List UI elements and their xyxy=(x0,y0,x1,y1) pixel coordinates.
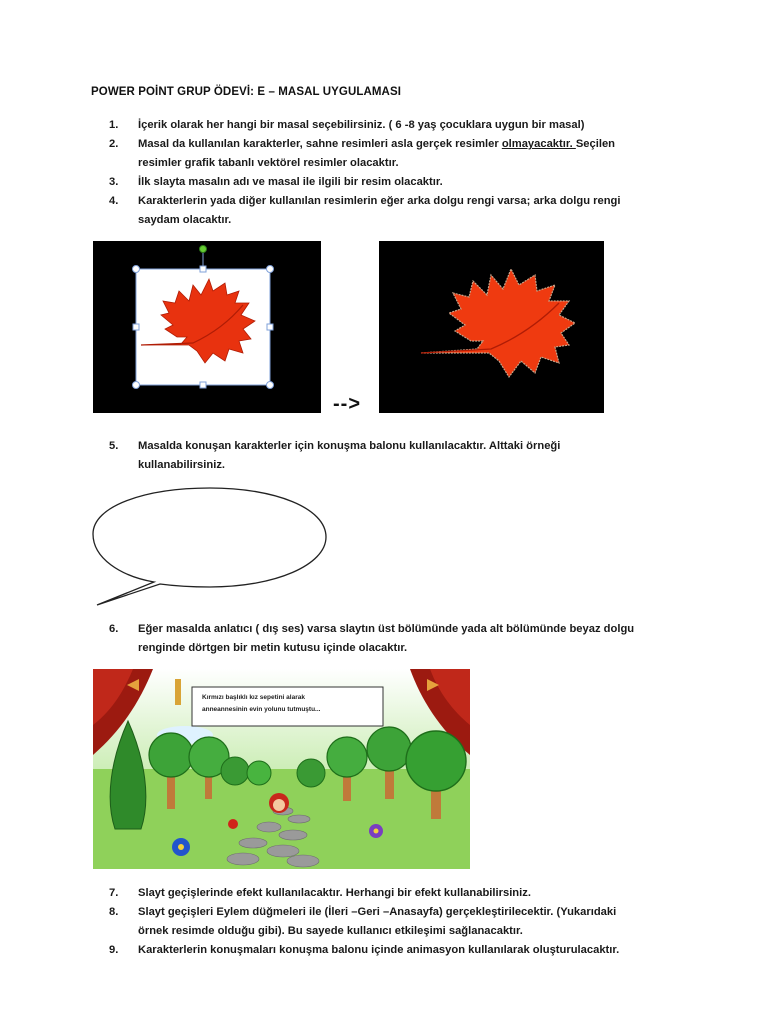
item-text-line2: örnek resimde olduğu gibi). Bu sayede kullanıcı etkileşimi sağlanacaktır. xyxy=(138,925,523,937)
item-text xyxy=(138,135,673,173)
item-number: 3. xyxy=(109,176,119,188)
item-number: 8. xyxy=(109,906,119,918)
item-text-line2: saydam olacaktır. xyxy=(138,214,232,226)
narrator-line-2: anneannesinin evin yolunu tutmuştu... xyxy=(202,706,321,713)
item-text-line2: resimler grafik tabanlı vektörel resimler olacaktır. xyxy=(138,157,399,169)
leaf-image-before xyxy=(93,241,321,413)
item-text-part: Masal da kullanılan karakterler, sahne resimleri asla gerçek resimler xyxy=(138,138,502,150)
item-text xyxy=(138,192,673,230)
item-text xyxy=(138,620,673,658)
item-text: Karakterlerin konuşmaları konuşma balonu içinde animasyon kullanılarak oluşturulacaktır. xyxy=(138,944,620,956)
narrator-text-box xyxy=(202,692,382,716)
item-text-line1: Masalda konuşan karakterler için konuşma balonu kullanılacaktır. Alttaki örneği xyxy=(138,440,561,452)
underlined-text: olmayacaktır. xyxy=(501,138,576,150)
narrator-line-1: Kırmızı başlıklı kız sepetini alarak xyxy=(202,694,305,701)
item-text-part: Seçilen xyxy=(575,138,616,150)
item-number: 7. xyxy=(109,887,119,899)
item-number: 1. xyxy=(109,119,119,131)
item-number: 5. xyxy=(109,440,119,452)
item-text-line2: kullanabilirsiniz. xyxy=(138,459,226,471)
transform-arrow: --> xyxy=(333,393,361,415)
item-text: İçerik olarak her hangi bir masal seçebilirsiniz. ( 6 -8 yaş çocuklara uygun bir masal) xyxy=(138,119,585,131)
item-text-line1: Slayt geçişleri Eylem düğmeleri ile (İleri –Geri –Anasayfa) gerçekleştirilecektir. (Yukarıdaki xyxy=(138,906,617,918)
leaf-transparent-graphic xyxy=(379,241,604,413)
item-text: İlk slayta masalın adı ve masal ile ilgili bir resim olacaktır. xyxy=(138,176,443,188)
page-title: POWER POİNT GRUP ÖDEVİ: E – MASAL UYGULAMASI xyxy=(91,86,402,98)
item-text-line1: Eğer masalda anlatıcı ( dış ses) varsa slaytın üst bölümünde yada alt bölümünde beyaz dolgu xyxy=(138,623,635,635)
forest-scene-image xyxy=(93,669,470,869)
leaf-selected-graphic xyxy=(93,241,321,413)
item-text xyxy=(138,903,673,941)
item-number: 4. xyxy=(109,195,119,207)
leaf-image-after xyxy=(379,241,604,413)
item-number: 2. xyxy=(109,138,119,150)
speech-balloon xyxy=(90,486,330,608)
item-text xyxy=(138,437,673,475)
item-text-line1: Karakterlerin yada diğer kullanılan resimlerin eğer arka dolgu rengi varsa; arka dolgu rengi xyxy=(138,195,621,207)
item-number: 9. xyxy=(109,944,119,956)
item-number: 6. xyxy=(109,623,119,635)
item-text-line2: renginde dörtgen bir metin kutusu içinde olacaktır. xyxy=(138,642,408,654)
item-text: Slayt geçişlerinde efekt kullanılacaktır. Herhangi bir efekt kullanabilirsiniz. xyxy=(138,887,531,899)
